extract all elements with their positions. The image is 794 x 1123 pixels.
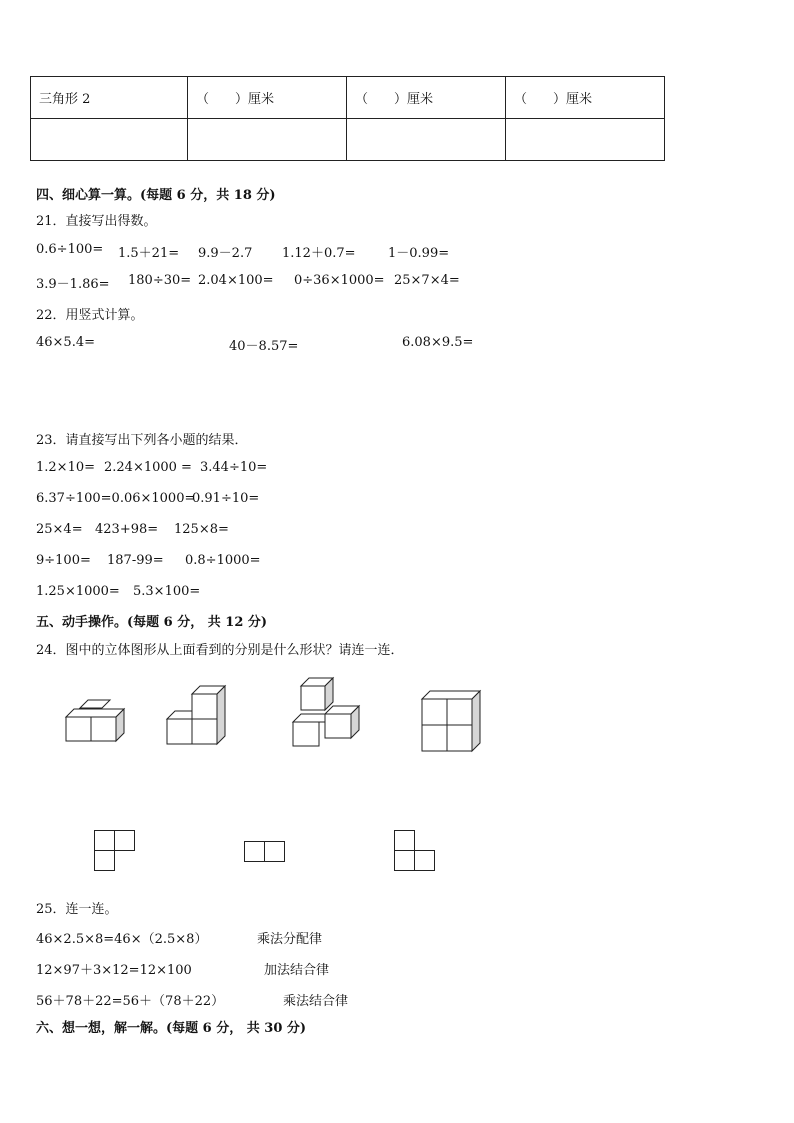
expression: 1.25×1000= [36, 584, 120, 599]
solid-figure-3[interactable] [289, 678, 364, 748]
expression: 180÷30= [128, 273, 192, 288]
top-view-3[interactable] [394, 830, 436, 872]
expression: 423+98= [95, 522, 159, 537]
expression: 5.3×100= [133, 584, 201, 599]
table-cell[interactable] [31, 119, 188, 161]
expression: 1.12＋0.7= [282, 246, 356, 261]
match-left-item[interactable]: 12×97＋3×12=12×100 [36, 963, 192, 978]
expression: 6.08×9.5= [402, 335, 474, 350]
section-heading: 六、想一想，解一解。(每题 6 分， 共 30 分) [36, 1021, 307, 1036]
expression: 3.44÷10= [200, 460, 268, 475]
expression: 1.2×10= [36, 460, 96, 475]
match-right-item[interactable]: 乘法结合律 [283, 994, 349, 1009]
table-cell[interactable] [347, 119, 506, 161]
table-cell[interactable] [188, 119, 347, 161]
expression: 9÷100= [36, 553, 91, 568]
match-left-item[interactable]: 56＋78＋22=56＋（78＋22） [36, 994, 225, 1009]
solid-figure-4[interactable] [418, 691, 482, 753]
expression: 1.5＋21= [118, 246, 180, 261]
expression: 0.6÷100= [36, 242, 104, 257]
match-right-item[interactable]: 加法结合律 [264, 963, 330, 978]
question-title: 22．用竖式计算。 [36, 308, 144, 323]
expression: 187-99= [107, 553, 164, 568]
expression: 0÷36×1000= [294, 273, 385, 288]
expression: 6.37÷100=0.06×1000= [36, 491, 196, 506]
expression: 25×7×4= [394, 273, 460, 288]
expression: 2.24×1000 = [104, 460, 192, 475]
answer-blank[interactable]: （ ）厘米 [188, 77, 347, 119]
expression: 9.9－2.7 [198, 246, 253, 261]
expression: 0.8÷1000= [185, 553, 261, 568]
expression: 0.91÷10= [192, 491, 260, 506]
section-heading: 四、细心算一算。(每题 6 分，共 18 分) [36, 188, 276, 203]
answer-blank[interactable]: （ ）厘米 [506, 77, 665, 119]
match-left-item[interactable]: 46×2.5×8=46×（2.5×8） [36, 932, 208, 947]
expression: 125×8= [174, 522, 229, 537]
expression: 25×4= [36, 522, 83, 537]
solid-figure-2[interactable] [163, 684, 228, 746]
expression: 2.04×100= [198, 273, 274, 288]
question-title: 21．直接写出得数。 [36, 214, 157, 229]
match-right-item[interactable]: 乘法分配律 [257, 932, 323, 947]
table-cell[interactable] [506, 119, 665, 161]
section-heading: 五、动手操作。(每题 6 分， 共 12 分) [36, 615, 268, 630]
answer-table [30, 76, 665, 161]
table-row [31, 77, 665, 119]
top-view-2[interactable] [244, 841, 286, 863]
question-title: 25．连一连。 [36, 902, 118, 917]
expression: 40－8.57= [229, 339, 299, 354]
table-cell: 三角形 2 [31, 77, 188, 119]
answer-blank[interactable]: （ ）厘米 [347, 77, 506, 119]
table-row [31, 119, 665, 161]
expression: 46×5.4= [36, 335, 96, 350]
expression: 1－0.99= [388, 246, 450, 261]
top-view-1[interactable] [94, 830, 136, 872]
question-title: 24．图中的立体图形从上面看到的分别是什么形状？请连一连． [36, 643, 404, 658]
expression: 3.9－1.86= [36, 277, 110, 292]
solid-figure-1[interactable] [62, 698, 127, 744]
question-title: 23．请直接写出下列各小题的结果． [36, 433, 248, 448]
